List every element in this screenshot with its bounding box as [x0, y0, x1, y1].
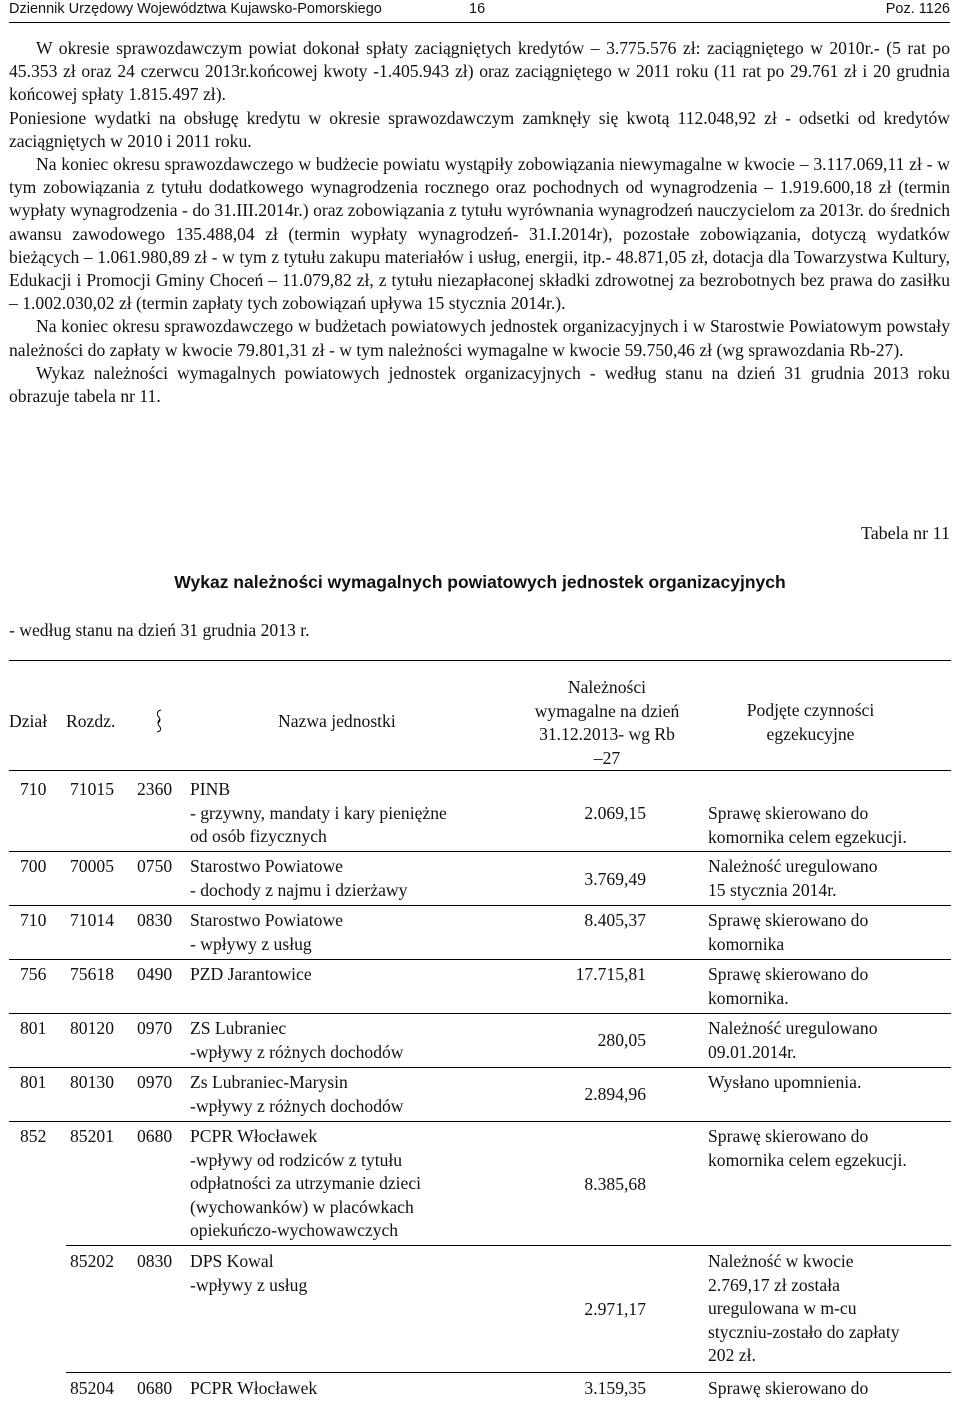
cell-actions	[708, 1250, 900, 1368]
name-line: - wpływy z usług	[190, 933, 312, 954]
cell-actions	[708, 855, 878, 902]
body-text	[9, 37, 950, 408]
name-line: -wpływy od rodziców z tytułu	[190, 1149, 403, 1170]
name-line: ZS Lubraniec	[190, 1018, 287, 1038]
position-number: Poz. 1126	[885, 1, 950, 17]
name-line: - grzywny, mandaty i kary pieniężne	[190, 802, 447, 823]
actions-line: 2.769,17 zł została	[708, 1274, 840, 1295]
actions-line: Należność uregulowano	[708, 1018, 878, 1038]
name-line: PCPR Włocławek	[190, 1126, 318, 1146]
cell-par: 0830	[137, 910, 173, 930]
paragraph-receivables: Na koniec okresu sprawozdawczego w budżetach powiatowych jednostek organizacyjnych i w Starostwie Powiatowym powstały należności do zapłaty w kwocie 79.801,31 zł - w tym należności wymagalne w kwocie 59.750,46 zł (wg sprawozdania Rb-27).	[9, 316, 950, 360]
cell-par: 0680	[137, 1126, 173, 1146]
cell-rozdz: 85202	[70, 1251, 114, 1271]
name-line: -wpływy z usług	[190, 1274, 308, 1295]
actions-line: komornika celem egzekucji.	[708, 826, 907, 847]
cell-actions	[708, 1071, 861, 1095]
name-line: PZD Jarantowice	[190, 964, 312, 984]
page-number: 16	[469, 1, 486, 17]
cell-amount: 8.405,37	[584, 910, 646, 930]
paragraph-loan-repayment: W okresie sprawozdawczym powiat dokonał spłaty zaciągniętych kredytów – 3.775.576 zł: zaciągniętego w 2010r.- (5 rat po 45.353 zł oraz 24 czerwcu 2013r.końcowej kwoty -1.405.943 zł) oraz zaciągniętego w 2011 roku (11 rat po 29.761 zł i 20 grudnia końcowej spłaty 1.815.497 zł).	[9, 38, 950, 105]
name-line: DPS Kowal	[190, 1251, 274, 1271]
cell-amount: 2.971,17	[584, 1299, 646, 1319]
actions-line: 15 stycznia 2014r.	[708, 879, 837, 900]
cell-amount: 8.385,68	[584, 1174, 646, 1194]
cell-dzial: 801	[20, 1018, 47, 1038]
cell-rozdz: 85204	[70, 1378, 114, 1398]
table-title: Wykaz należności wymagalnych powiatowych jednostek organizacyjnych	[174, 572, 786, 592]
paragraph-sign-icon	[155, 708, 163, 734]
actions-line: Należność w kwocie	[708, 1251, 854, 1271]
cell-dzial: 710	[20, 779, 47, 799]
table-reference: Tabela nr 11	[860, 523, 950, 543]
paragraph-loan-costs: Poniesione wydatki na obsługę kredytu w okresie sprawozdawczym zamknęły się kwotą 112.048,92 zł - odsetki od kredytów zaciągniętych w 2010 i 2011 roku.	[9, 107, 950, 151]
cell-rozdz: 71015	[70, 779, 114, 799]
cell-par: 0970	[137, 1072, 173, 1092]
cell-actions	[708, 1017, 878, 1064]
row-separator	[66, 1372, 951, 1373]
actions-line: 202 zł.	[708, 1345, 756, 1366]
actions-line: Sprawę skierowano do	[708, 964, 869, 984]
name-line: PINB	[190, 779, 231, 799]
cell-amount: 280,05	[597, 1030, 646, 1050]
name-line: -wpływy z różnych dochodów	[190, 1041, 404, 1062]
cell-par: 2360	[137, 779, 173, 799]
cell-par: 0970	[137, 1018, 173, 1038]
row-separator	[9, 851, 951, 852]
header-amount-line: wymagalne na dzień	[534, 700, 680, 721]
cell-par: 0750	[137, 856, 173, 876]
cell-amount: 17.715,81	[575, 964, 646, 984]
header-dzial: Dział	[9, 711, 48, 731]
actions-line: Sprawę skierowano do	[708, 803, 869, 823]
cell-name	[190, 1017, 404, 1064]
cell-name	[190, 963, 312, 987]
actions-line: Należność uregulowano	[708, 856, 878, 876]
cell-name	[190, 1250, 307, 1297]
header-rozdz: Rozdz.	[66, 711, 116, 731]
table-top-rule	[9, 660, 951, 661]
name-line: Zs Lubraniec-Marysin	[190, 1072, 348, 1092]
cell-rozdz: 85201	[70, 1126, 114, 1146]
cell-rozdz: 80130	[70, 1072, 114, 1092]
cell-rozdz: 80120	[70, 1018, 114, 1038]
paragraph-liabilities: Na koniec okresu sprawozdawczego w budżecie powiatu wystąpiły zobowiązania niewymagalne w kwocie – 3.117.069,11 zł - w tym zobowiązania z tytułu dodatkowego wynagrodzenia rocznego oraz pochodnych od wynagrodzenia – 1.919.600,18 zł (termin wypłaty wynagrodzenia - do 31.III.2014r.) oraz zobowiązania z tytułu wyrównania wynagrodzeń nauczycielom za 2013r. do średnich awansu zawodowego 135.488,04 zł (termin wypłaty wynagrodzeń- 31.I.2014r), pozostałe zobowiązania, dotyczą wydatków bieżących – 1.061.980,89 zł - w tym z tytułu zakupu materiałów i usług, energii, itp.- 48.871,05 zł, dotacja dla Towarzystwa Kultury, Edukacji i Promocji Gminy Choceń – 11.079,82 zł, z tytułu niezapłaconej składki zdrowotnej za bezrobotnych bez prawa do zasiłku – 1.002.030,02 zł (termin zapłaty tych zobowiązań upływa 15 stycznia 2014r.).	[9, 154, 950, 314]
cell-name	[190, 909, 343, 956]
cell-actions	[708, 963, 868, 1010]
name-line: -wpływy z różnych dochodów	[190, 1095, 404, 1116]
cell-actions	[708, 802, 907, 849]
page-header	[9, 0, 950, 23]
cell-par: 0680	[137, 1378, 173, 1398]
name-line: Starostwo Powiatowe	[190, 856, 343, 876]
cell-actions	[708, 1125, 907, 1172]
cell-actions	[708, 1377, 868, 1401]
header-actions-line: Podjęte czynności	[746, 700, 875, 720]
cell-name	[190, 778, 447, 849]
name-line: opiekuńczo-wychowawczych	[190, 1220, 399, 1241]
actions-line: styczniu-zostało do zapłaty	[708, 1321, 900, 1342]
actions-line: komornika celem egzekucji.	[708, 1149, 907, 1170]
row-separator	[9, 1013, 951, 1014]
cell-actions	[708, 909, 868, 956]
name-line: od osób fizycznych	[190, 826, 327, 847]
cell-name	[190, 855, 407, 902]
cell-rozdz: 75618	[70, 964, 114, 984]
table-header-rule	[9, 770, 951, 771]
row-separator	[9, 905, 951, 906]
header-amount-line: Należności	[567, 677, 647, 697]
cell-name	[190, 1125, 421, 1243]
cell-rozdz: 71014	[70, 910, 114, 930]
name-line: odpłatności za utrzymanie dzieci	[190, 1173, 422, 1194]
cell-amount: 3.769,49	[584, 869, 646, 889]
actions-line: Sprawę skierowano do	[708, 910, 869, 930]
cell-dzial: 710	[20, 910, 47, 930]
row-separator	[66, 1245, 951, 1246]
actions-line: Wysłano upomnienia.	[708, 1072, 862, 1092]
actions-line: Sprawę skierowano do	[708, 1126, 869, 1146]
cell-dzial: 756	[20, 964, 47, 984]
header-actions-line: egzekucyjne	[766, 723, 855, 744]
actions-line: komornika.	[708, 987, 789, 1008]
cell-rozdz: 70005	[70, 856, 114, 876]
paragraph-table-intro: Wykaz należności wymagalnych powiatowych jednostek organizacyjnych - według stanu na dzień 31 grudnia 2013 roku obrazuje tabela nr 11.	[9, 362, 950, 407]
cell-dzial: 801	[20, 1072, 47, 1092]
header-name: Nazwa jednostki	[278, 711, 396, 731]
actions-line: uregulowana w m-cu	[708, 1298, 857, 1319]
cell-par: 0490	[137, 964, 173, 984]
cell-par: 0830	[137, 1251, 173, 1271]
name-line: PCPR Włocławek	[190, 1378, 318, 1398]
journal-title: Dziennik Urzędowy Województwa Kujawsko-Pomorskiego	[9, 1, 382, 17]
cell-amount: 2.894,96	[584, 1084, 646, 1104]
header-amount	[512, 676, 702, 770]
name-line: (wychowanków) w placówkach	[190, 1196, 414, 1217]
row-separator	[9, 1067, 951, 1068]
cell-dzial: 852	[20, 1126, 47, 1146]
cell-dzial: 700	[20, 856, 47, 876]
row-separator	[9, 1121, 951, 1122]
cell-amount: 2.069,15	[584, 803, 646, 823]
name-line: - dochody z najmu i dzierżawy	[190, 879, 408, 900]
actions-line: 09.01.2014r.	[708, 1041, 797, 1062]
header-amount-line: –27	[593, 747, 621, 768]
actions-line: komornika	[708, 933, 785, 954]
cell-amount: 3.159,35	[584, 1378, 646, 1398]
cell-name	[190, 1377, 317, 1401]
table-subtitle: - według stanu na dzień 31 grudnia 2013 r.	[9, 620, 310, 640]
row-separator	[9, 959, 951, 960]
header-amount-line: 31.12.2013- wg Rb	[539, 724, 675, 745]
name-line: Starostwo Powiatowe	[190, 910, 343, 930]
header-actions	[708, 699, 913, 746]
actions-line: Sprawę skierowano do	[708, 1378, 869, 1398]
cell-name	[190, 1071, 404, 1118]
